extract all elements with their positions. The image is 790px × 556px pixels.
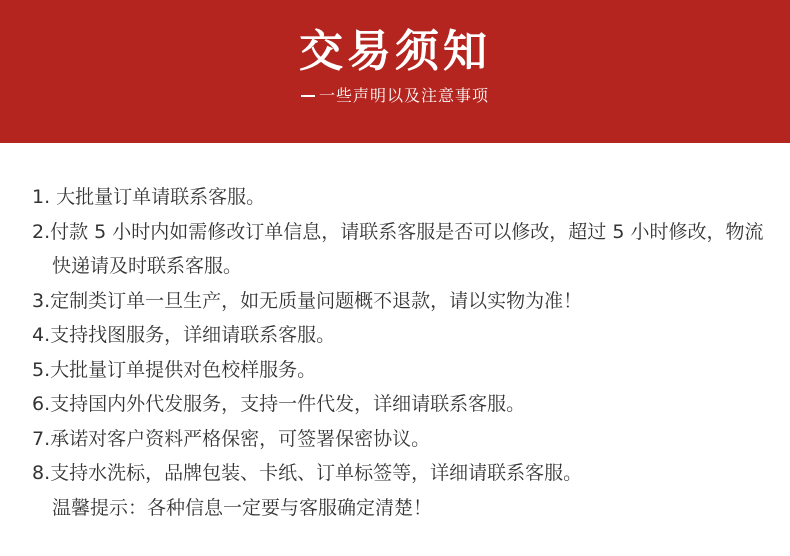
notice-item-3: 3.定制类订单一旦生产，如无质量问题概不退款，请以实物为准！ xyxy=(32,289,583,312)
header-banner xyxy=(0,0,790,143)
page-subtitle: 一些声明以及注意事项 xyxy=(318,86,489,105)
page-title: 交易须知 xyxy=(299,26,491,77)
reminder-text: 温馨提示：各种信息一定要与客服确定清楚！ xyxy=(52,496,433,519)
notice-list xyxy=(32,180,777,525)
subtitle-row xyxy=(0,86,790,106)
subtitle-dash xyxy=(301,95,315,97)
notice-item-5: 5.大批量订单提供对色校样服务。 xyxy=(32,358,317,381)
notice-item-2: 2.付款 5 小时内如需修改订单信息，请联系客服是否可以修改，超过 5 小时修改，物流快递请及时联系客服。 xyxy=(32,220,764,277)
notice-item-4: 4.支持找图服务，详细请联系客服。 xyxy=(32,324,336,346)
notice-item-8: 8.支持水洗标，品牌包装、卡纸、订单标签等，详细请联系客服。 xyxy=(32,462,583,484)
notice-item-6: 6.支持国内外代发服务，支持一件代发，详细请联系客服。 xyxy=(32,393,526,415)
notice-item-1: 1. 大批量订单请联系客服。 xyxy=(32,186,266,208)
notice-item-7: 7.承诺对客户资料严格保密，可签署保密协议。 xyxy=(32,427,431,450)
